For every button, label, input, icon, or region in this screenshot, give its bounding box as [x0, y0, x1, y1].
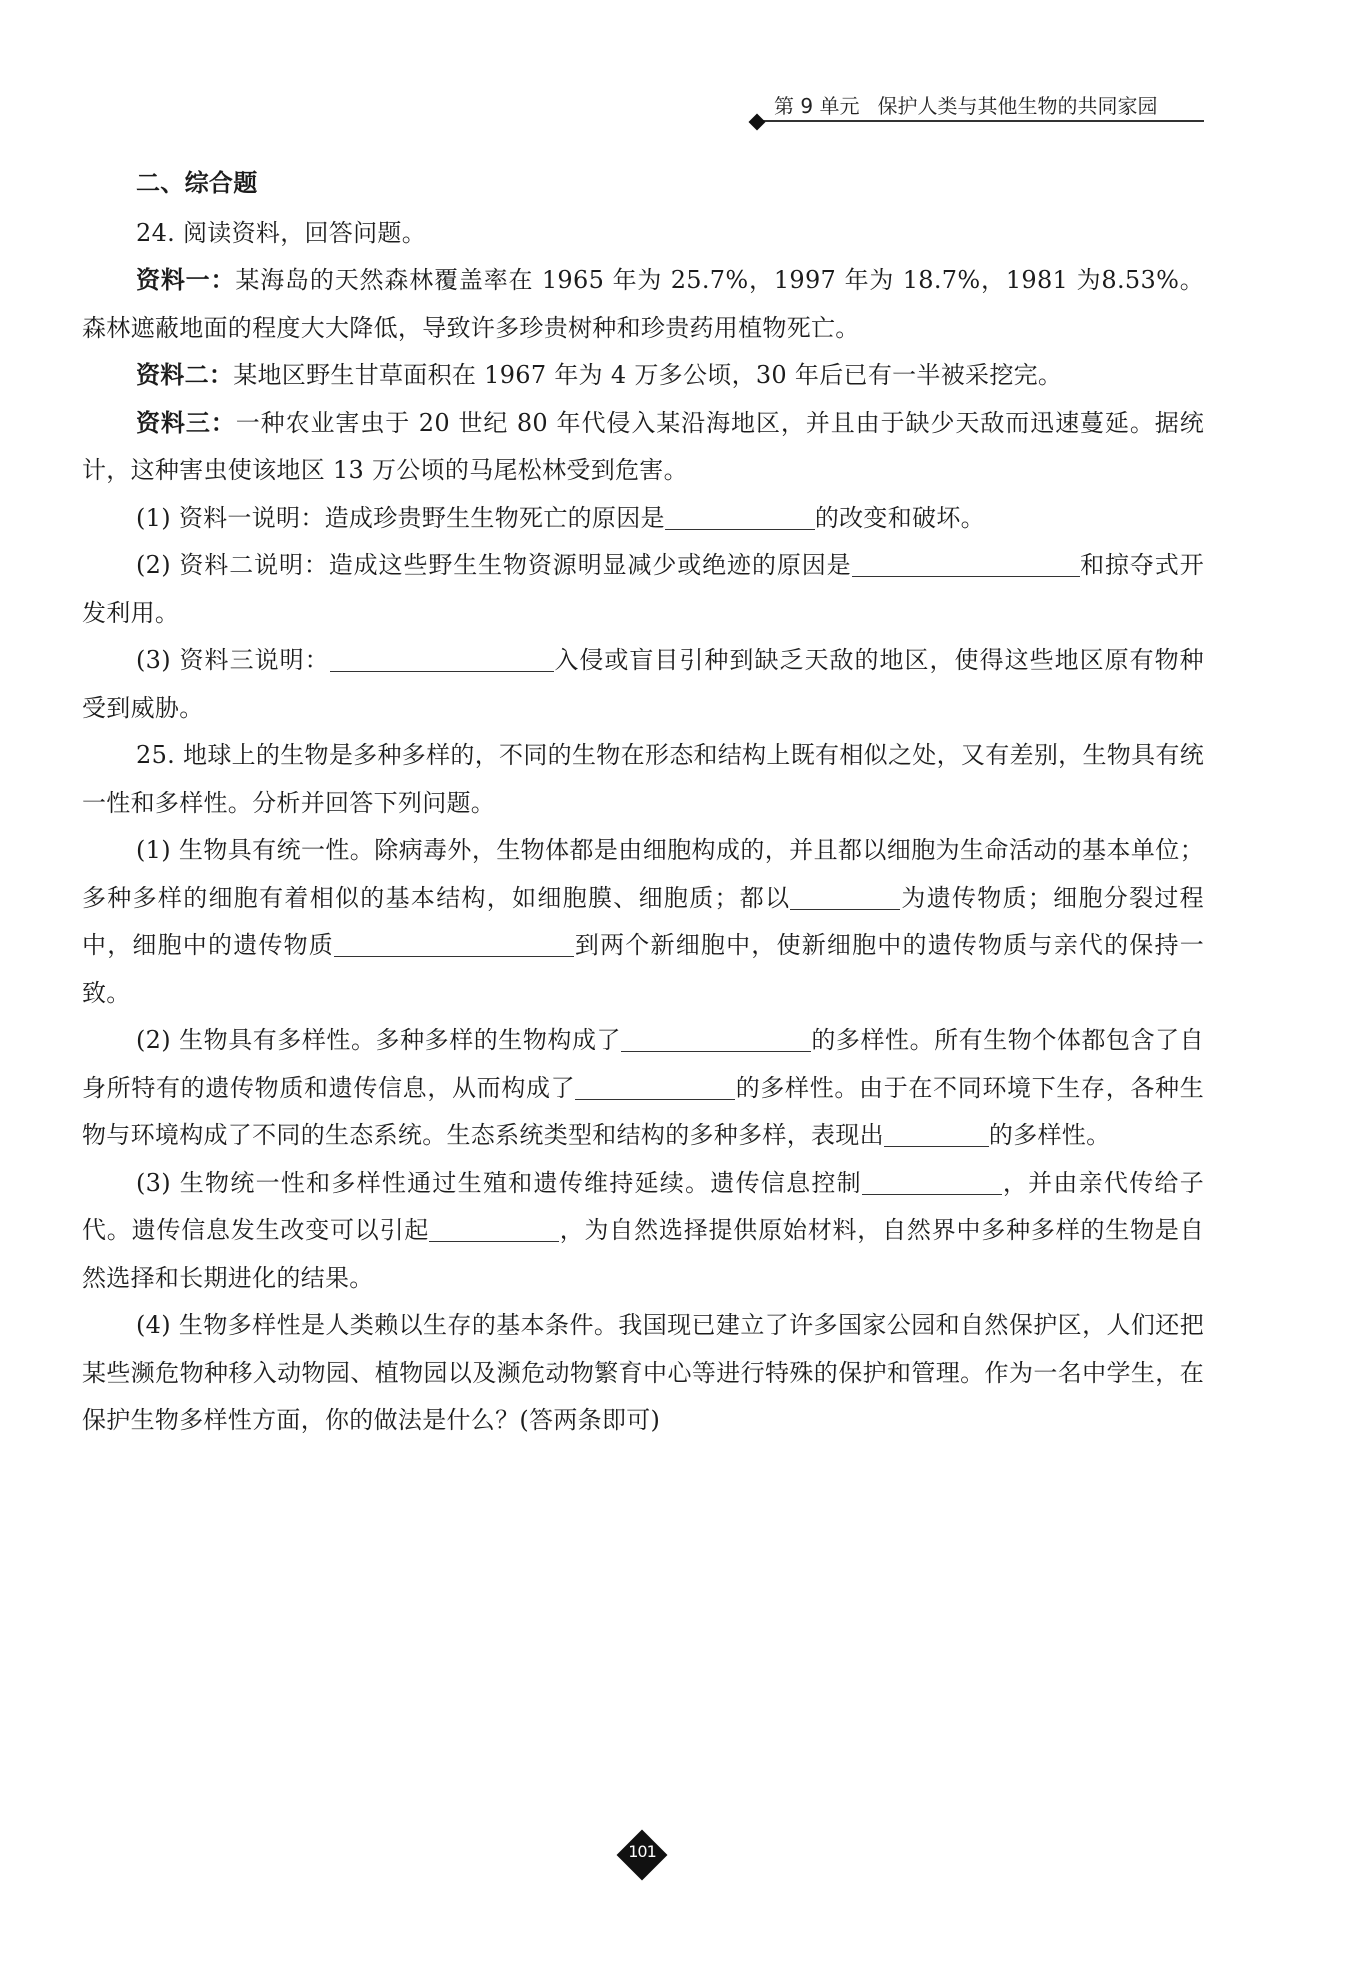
page-number: 101 — [628, 1842, 656, 1861]
material-2-label: 资料二： — [136, 361, 234, 389]
header-unit: 第 9 单元 — [774, 94, 860, 118]
answer-blank[interactable] — [330, 641, 554, 672]
q24-sub-1: (1) 资料一说明：造成珍贵野生生物死亡的原因是 的改变和破坏。 — [82, 495, 1204, 543]
answer-blank[interactable] — [334, 926, 574, 957]
q25-stem: 25. 地球上的生物是多种多样的，不同的生物在形态和结构上既有相似之处，又有差别，生物具有统一性和多样性。分析并回答下列问题。 — [82, 741, 1204, 817]
running-header — [760, 90, 1204, 122]
answer-blank[interactable] — [790, 879, 900, 910]
q24-sub-3: (3) 资料三说明： 入侵或盲目引种到缺乏天敌的地区，使得这些地区原有物种受到威胁。 — [82, 637, 1204, 732]
q24-material-1: 资料一：某海岛的天然森林覆盖率在 1965 年为 25.7%，1997 年为 18.7%，1981 为8.53%。森林遮蔽地面的程度大大降低，导致许多珍贵树种和珍贵药用植物死亡。 — [82, 266, 1205, 342]
answer-blank[interactable] — [575, 1069, 735, 1100]
q24-sub-2: (2) 资料二说明：造成这些野生生物资源明显减少或绝迹的原因是 和掠夺式开发利用。 — [82, 542, 1204, 637]
answer-blank[interactable] — [852, 546, 1080, 577]
q24-material-3: 资料三：一种农业害虫于 20 世纪 80 年代侵入某沿海地区，并且由于缺少天敌而迅速蔓延。据统计，这种害虫使该地区 13 万公顷的马尾松林受到危害。 — [82, 408, 1205, 484]
material-3-label: 资料三： — [136, 408, 236, 437]
page-number-badge — [617, 1830, 667, 1880]
q25-sub-4: (4) 生物多样性是人类赖以生存的基本条件。我国现已建立了许多国家公园和自然保护区，人们还把某些濒危物种移入动物园、植物园以及濒危动物繁育中心等进行特殊的保护和管理。作为一名中学生，在保护生物多样性方面，你的做法是什么？(答两条即可) — [82, 1311, 1204, 1434]
answer-blank[interactable] — [665, 499, 815, 530]
q25-sub-3: (3) 生物统一性和多样性通过生殖和遗传维持延续。遗传信息控制 ，并由亲代传给子代。遗传信息发生改变可以引起 ，为自然选择提供原始材料，自然界中多种多样的生物是自然选择和长期进化的结果。 — [82, 1160, 1204, 1303]
q24-material-2: 资料二：某地区野生甘草面积在 1967 年为 4 万多公顷，30 年后已有一半被采挖完。 — [136, 361, 1063, 389]
section-title: 二、综合题 — [136, 169, 258, 197]
diamond-bullet-icon — [749, 114, 766, 131]
q24-stem: 24. 阅读资料，回答问题。 — [136, 218, 426, 247]
page-content — [82, 160, 1204, 1445]
answer-blank[interactable] — [429, 1211, 559, 1242]
answer-blank[interactable] — [621, 1021, 811, 1052]
header-title: 保护人类与其他生物的共同家园 — [877, 94, 1158, 118]
answer-blank[interactable] — [884, 1116, 989, 1147]
material-1-label: 资料一： — [136, 266, 236, 294]
q25-sub-2: (2) 生物具有多样性。多种多样的生物构成了 的多样性。所有生物个体都包含了自身所特有的遗传物质和遗传信息，从而构成了 的多样性。由于在不同环境下生存，各种生物与环境构成了不同的生态系统。生态系统类型和结构的多种多样，表现出 的多样性。 — [82, 1017, 1204, 1160]
q25-sub-1: (1) 生物具有统一性。除病毒外，生物体都是由细胞构成的，并且都以细胞为生命活动的基本单位；多种多样的细胞有着相似的基本结构，如细胞膜、细胞质；都以 为遗传物质；细胞分裂过程中，细胞中的遗传物质 到两个新细胞中，使新细胞中的遗传物质与亲代的保持一致。 — [82, 836, 1204, 1007]
answer-blank[interactable] — [862, 1164, 1002, 1195]
